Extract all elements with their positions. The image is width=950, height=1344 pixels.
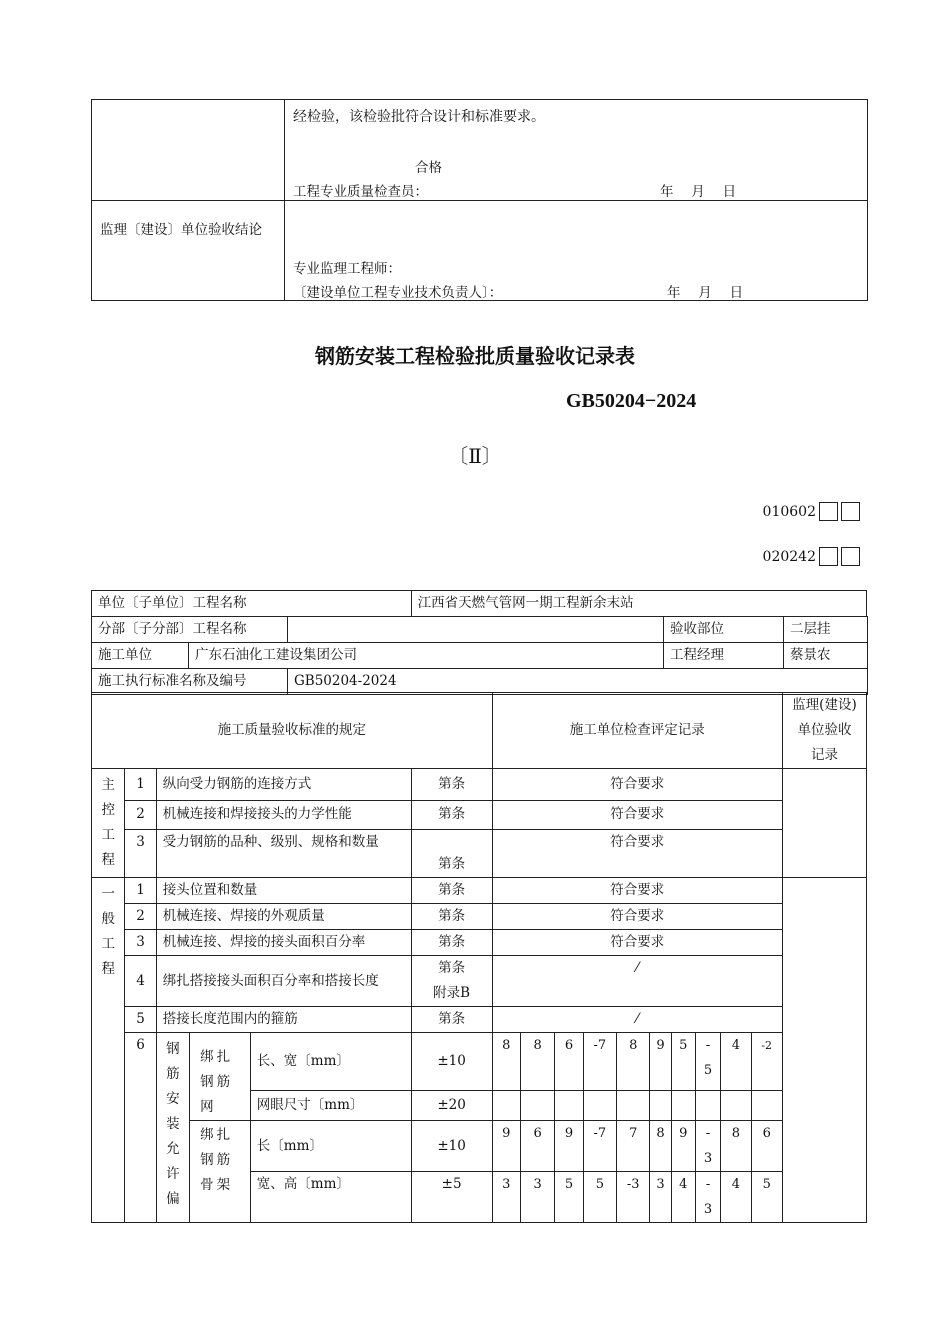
supervision-cell bbox=[285, 201, 868, 301]
measure-cell bbox=[520, 1091, 554, 1121]
measure-cell: 9 bbox=[492, 1121, 520, 1172]
mesh-label: 绑扎钢筋网 bbox=[190, 1033, 251, 1121]
measure-cell: 9 bbox=[671, 1121, 695, 1172]
form-code-text: 010602 bbox=[762, 503, 816, 520]
item-result: 符合要求 bbox=[492, 769, 782, 801]
measure-cell: -3 bbox=[617, 1172, 650, 1223]
supervision-label: 监理〔建设〕单位验收结论 bbox=[100, 222, 262, 238]
item-name: 纵向受力钢筋的连接方式 bbox=[156, 769, 411, 801]
measure-cell bbox=[671, 1091, 695, 1121]
measure-cell: -2 bbox=[751, 1033, 782, 1091]
item-name: 受力钢筋的品种、级别、规格和数量 bbox=[156, 829, 411, 877]
check-header: 施工单位检查评定记录 bbox=[492, 693, 782, 769]
measure-cell bbox=[650, 1091, 671, 1121]
items-table bbox=[91, 692, 867, 1223]
checkbox[interactable] bbox=[841, 502, 860, 521]
measure-cell bbox=[492, 1091, 520, 1121]
standard-code: GB50204−2024 bbox=[566, 390, 697, 412]
main-control-label bbox=[92, 769, 125, 878]
label-char: 工 bbox=[101, 827, 115, 843]
label-char: 偏 bbox=[166, 1191, 180, 1207]
label-char: 主 bbox=[101, 777, 115, 793]
page-title: 钢筋安装工程检验批质量验收记录表 bbox=[315, 344, 635, 368]
measure-cell: 8 bbox=[492, 1033, 520, 1091]
measure-cell: 9 bbox=[555, 1121, 583, 1172]
manager-value: 蔡景农 bbox=[784, 643, 868, 669]
inspection-table bbox=[91, 590, 867, 617]
row-tolerance: ±10 bbox=[411, 1033, 492, 1091]
row-tolerance: ±10 bbox=[411, 1121, 492, 1172]
row-name: 网眼尺寸〔mm〕 bbox=[250, 1091, 411, 1121]
owner-label: 〔建设单位工程专业技术负责人〕： bbox=[293, 285, 503, 301]
item-clause: 第条 bbox=[411, 1007, 492, 1033]
clause-line: 第条 bbox=[438, 960, 466, 976]
measure-cell bbox=[695, 1091, 720, 1121]
measure-cell bbox=[583, 1091, 616, 1121]
measure-cell: 5 bbox=[671, 1033, 695, 1091]
measure-cell: 8 bbox=[650, 1121, 671, 1172]
label-char: 钢 bbox=[166, 1041, 180, 1057]
row-name: 长、宽〔mm〕 bbox=[250, 1033, 411, 1091]
item-clause bbox=[411, 956, 492, 1007]
supervise-header bbox=[782, 693, 866, 769]
measure-cell: 3 bbox=[520, 1172, 554, 1223]
checkbox[interactable] bbox=[819, 547, 838, 566]
label-char: 程 bbox=[101, 852, 115, 868]
sub-value bbox=[288, 617, 664, 643]
item-name: 绑扎搭接接头面积百分率和搭接长度 bbox=[156, 956, 411, 1007]
item-clause: 第条 bbox=[411, 800, 492, 829]
checkbox[interactable] bbox=[841, 547, 860, 566]
item-name: 接头位置和数量 bbox=[156, 878, 411, 904]
info-table bbox=[91, 616, 868, 695]
measure-cell: - 3 bbox=[695, 1172, 720, 1223]
form-code-text: 020242 bbox=[762, 548, 816, 565]
measure-cell: 8 bbox=[520, 1033, 554, 1091]
engineer-label: 专业监理工程师： bbox=[293, 261, 401, 277]
label-char: 安 bbox=[166, 1091, 180, 1107]
item-result: ⁄ bbox=[492, 1007, 782, 1033]
supervise-header-line: 记录 bbox=[810, 747, 838, 763]
unit-value: 江西省天燃气管网一期工程新余末站 bbox=[411, 591, 866, 617]
label-char: 筋 bbox=[166, 1066, 180, 1082]
item-result: ⁄ bbox=[492, 956, 782, 1007]
label-char: 控 bbox=[101, 802, 115, 818]
item-no: 1 bbox=[125, 878, 156, 904]
general-label bbox=[92, 878, 125, 1223]
blank-cell bbox=[92, 100, 285, 201]
label-char: 程 bbox=[101, 961, 115, 977]
part-value: 二层挂 bbox=[784, 617, 868, 643]
item6-label bbox=[156, 1033, 189, 1223]
contractor-value: 广东石油化工建设集团公司 bbox=[189, 643, 664, 669]
sub-label: 分部〔子分部〕工程名称 bbox=[92, 617, 288, 643]
item-clause: 第条 bbox=[411, 878, 492, 904]
measure-cell: 8 bbox=[721, 1121, 751, 1172]
measure-cell: -7 bbox=[583, 1033, 616, 1091]
form-code-1 bbox=[763, 502, 860, 521]
item-no: 6 bbox=[125, 1033, 156, 1223]
measure-cell: 4 bbox=[721, 1033, 751, 1091]
item-clause: 第条 bbox=[411, 930, 492, 956]
label-char: 工 bbox=[101, 936, 115, 952]
measure-cell: 5 bbox=[751, 1172, 782, 1223]
measure-cell: 5 bbox=[555, 1172, 583, 1223]
supervise-cell bbox=[782, 769, 866, 878]
item-no: 2 bbox=[125, 800, 156, 829]
measure-cell: 5 bbox=[583, 1172, 616, 1223]
supervise-header-line: 监理(建设) bbox=[792, 697, 857, 713]
conclusion-text: 经检验，该检验批符合设计和标准要求。 bbox=[293, 109, 545, 125]
measure-cell bbox=[751, 1091, 782, 1121]
item-name: 搭接长度范围内的箍筋 bbox=[156, 1007, 411, 1033]
measure-cell: 6 bbox=[555, 1033, 583, 1091]
item-no: 1 bbox=[125, 769, 156, 801]
item-result: 符合要求 bbox=[492, 904, 782, 930]
item-clause: 第条 bbox=[411, 769, 492, 801]
row-name: 宽、高〔mm〕 bbox=[250, 1172, 411, 1223]
spec-header: 施工质量验收标准的规定 bbox=[92, 693, 493, 769]
label-char: 一 bbox=[101, 886, 115, 902]
item-no: 5 bbox=[125, 1007, 156, 1033]
label-char: 装 bbox=[166, 1116, 180, 1132]
item-result: 符合要求 bbox=[492, 878, 782, 904]
item-result: 符合要求 bbox=[492, 930, 782, 956]
date-field: 年 月 日 bbox=[660, 184, 737, 200]
measure-cell: 3 bbox=[492, 1172, 520, 1223]
supervise-header-line: 单位验收 bbox=[797, 722, 852, 738]
inspector-label: 工程专业质量检查员： bbox=[293, 184, 428, 200]
item-no: 3 bbox=[125, 930, 156, 956]
item-clause: 第条 bbox=[411, 904, 492, 930]
measure-cell bbox=[617, 1091, 650, 1121]
measure-cell: - 5 bbox=[695, 1033, 720, 1091]
label-char: 允 bbox=[166, 1141, 180, 1157]
item-result: 符合要求 bbox=[492, 829, 782, 877]
unit-label: 单位〔子单位〕工程名称 bbox=[92, 591, 412, 617]
form-code-2 bbox=[763, 547, 860, 566]
supervision-label-cell bbox=[92, 201, 285, 301]
conclusion-table bbox=[91, 99, 868, 301]
item-no: 3 bbox=[125, 829, 156, 877]
measure-cell: -7 bbox=[583, 1121, 616, 1172]
manager-label: 工程经理 bbox=[664, 643, 784, 669]
item-no: 2 bbox=[125, 904, 156, 930]
measure-cell: - 3 bbox=[695, 1121, 720, 1172]
checkbox[interactable] bbox=[819, 502, 838, 521]
part-label: 验收部位 bbox=[664, 617, 784, 643]
measure-cell: 4 bbox=[721, 1172, 751, 1223]
part-number: 〔Ⅱ〕 bbox=[448, 444, 502, 468]
cage-label: 绑扎钢筋骨架 bbox=[190, 1121, 251, 1223]
supervise-cell bbox=[782, 878, 866, 1223]
item-no: 4 bbox=[125, 956, 156, 1007]
measure-cell: 7 bbox=[617, 1121, 650, 1172]
item-name: 机械连接、焊接的接头面积百分率 bbox=[156, 930, 411, 956]
label-char: 般 bbox=[101, 911, 115, 927]
qualified-text: 合格 bbox=[415, 160, 442, 176]
item-name: 机械连接和焊接接头的力学性能 bbox=[156, 800, 411, 829]
contractor-label: 施工单位 bbox=[92, 643, 189, 669]
measure-cell: 9 bbox=[650, 1033, 671, 1091]
measure-cell: 4 bbox=[671, 1172, 695, 1223]
item-clause: 第条 bbox=[411, 829, 492, 877]
exec-value: GB50204-2024 bbox=[288, 669, 868, 695]
date-field: 年 月 日 bbox=[667, 285, 744, 301]
item-result: 符合要求 bbox=[492, 800, 782, 829]
row-tolerance: ±5 bbox=[411, 1172, 492, 1223]
measure-cell: 6 bbox=[751, 1121, 782, 1172]
measure-cell bbox=[555, 1091, 583, 1121]
measure-cell: 6 bbox=[520, 1121, 554, 1172]
measure-cell bbox=[721, 1091, 751, 1121]
conclusion-cell bbox=[285, 100, 868, 201]
clause-line: 附录B bbox=[433, 985, 471, 1001]
measure-cell: 8 bbox=[617, 1033, 650, 1091]
row-name: 长〔mm〕 bbox=[250, 1121, 411, 1172]
item-name: 机械连接、焊接的外观质量 bbox=[156, 904, 411, 930]
label-char: 许 bbox=[166, 1166, 180, 1182]
exec-label: 施工执行标准名称及编号 bbox=[92, 669, 288, 695]
measure-cell: 3 bbox=[650, 1172, 671, 1223]
row-tolerance: ±20 bbox=[411, 1091, 492, 1121]
